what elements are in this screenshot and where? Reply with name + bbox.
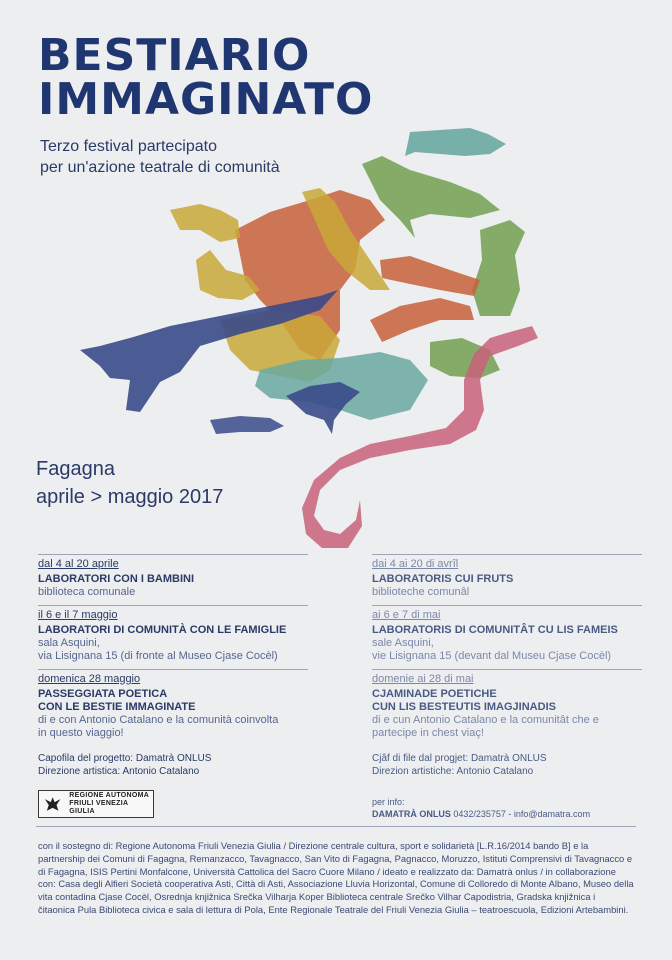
festival-dates: aprile > maggio 2017 xyxy=(36,486,224,508)
event-item xyxy=(372,669,642,740)
eagle-icon xyxy=(42,793,63,815)
event-date: il 6 e il 7 maggio xyxy=(38,609,118,621)
event-date: ai 6 e 7 di mai xyxy=(372,609,441,621)
sponsors-text: con il sostegno di: Regione Autonoma Friuli Venezia Giulia / Direzione centrale cultura, sport e solidarietà [L.R.16/2014 bando B] e la partnership dei Comuni di Fagagna, Remanzacco, Tavagnacco, San Vito di Fagagna, Pagnacco, Moruzzo, Istituti Comprensivi di Tavagnacco e di Fagagna, ISIS Pertini Monfalcone, Università Cattolica del Sacro Cuore Milano / ideato e realizzato da: Damatrà onlus / in collaborazione con: Casa degli Alfieri Società cooperativa Asti, Città di Asti, Associazione Lluvia Horizontal, Comune di Colloredo di Monte Albano, Museo della vita contadina Cjase Cocèl, Osrednja knjižnica Srečka Vilharja Koper Biblioteca centrale Srečko Vilhar Capodistria, Gradska knjižnica i čitaonica Pula Biblioteca civica e sala di lettura di Pola, Ente Regionale Teatrale del Friuli Venezia Giulia – teatroescuola, Edizioni Artebambini. xyxy=(38,840,634,915)
title-line-2: IMMAGINATO xyxy=(38,74,374,125)
title-line-1: BESTIARIO xyxy=(38,30,311,81)
event-location: sale Asquini, vie Lisignana 15 (devant dal Museu Cjase Cocèl) xyxy=(372,637,612,662)
credits-line: Cjâf di file dal progjet: Damatrà ONLUS xyxy=(372,753,547,764)
event-title: LABORATORIS CUI FRUTS xyxy=(372,573,514,585)
event-title: PASSEGGIATA POETICA CON LE BESTIE IMMAGINATE xyxy=(38,688,196,713)
credits-friulian xyxy=(372,752,632,778)
logo-line-1: REGIONE AUTONOMA xyxy=(69,792,150,799)
event-location: di e con Antonio Catalano e la comunità coinvolta in questo viaggio! xyxy=(38,714,279,739)
credits-line: Direzion artistiche: Antonio Catalano xyxy=(372,766,534,777)
event-date: dal 4 al 20 aprile xyxy=(38,558,119,570)
event-item xyxy=(38,554,308,599)
event-item xyxy=(372,605,642,663)
program-italian xyxy=(38,554,308,746)
event-date: domenie ai 28 di mai xyxy=(372,673,474,685)
info-label: per info: xyxy=(372,797,405,807)
event-date: dai 4 ai 20 di avrîl xyxy=(372,558,459,570)
green-rabbit-shape xyxy=(472,220,525,316)
info-contact: 0432/235757 - info@damatra.com xyxy=(453,809,591,819)
region-logo xyxy=(38,790,154,818)
orange-lizard-shape xyxy=(380,256,480,296)
info-organization: DAMATRÀ ONLUS xyxy=(372,809,451,819)
blue-fish-shape xyxy=(210,416,284,434)
event-item xyxy=(38,669,308,740)
event-title: CJAMINADE POETICHE CUN LIS BESTEUTIS IMAGJINADIS xyxy=(372,688,556,713)
divider xyxy=(36,826,636,827)
event-location: biblioteca comunale xyxy=(38,586,136,598)
event-item xyxy=(38,605,308,663)
event-location: biblioteche comunâl xyxy=(372,586,470,598)
credits-line: Direzione artistica: Antonio Catalano xyxy=(38,766,200,777)
event-title: LABORATORI CON I BAMBINI xyxy=(38,573,195,585)
event-title: LABORATORIS DI COMUNITÂT CU LIS FAMEIS xyxy=(372,624,618,636)
credits-italian xyxy=(38,752,298,778)
credits-line: Capofila del progetto: Damatrà ONLUS xyxy=(38,753,212,764)
yellow-creature-shape xyxy=(170,204,240,242)
event-item xyxy=(372,554,642,599)
event-location: di e cun Antonio Catalano e la comunitât che e partecipe in chest viaç! xyxy=(372,714,599,739)
green-bird-shape xyxy=(362,156,500,238)
region-logo-text xyxy=(69,792,153,816)
orange-snake-shape xyxy=(370,298,474,342)
event-title: LABORATORI DI COMUNITÀ CON LE FAMIGLIE xyxy=(38,624,287,636)
town: Fagagna xyxy=(36,458,115,480)
event-location: sala Asquini, via Lisignana 15 (di fronte al Museo Cjase Cocèl) xyxy=(38,637,278,662)
contact-info xyxy=(372,796,590,820)
poster-title xyxy=(38,30,374,125)
logo-line-2: FRIULI VENEZIA GIULIA xyxy=(69,800,129,815)
event-date: domenica 28 maggio xyxy=(38,673,141,685)
place-and-dates xyxy=(36,455,223,511)
program-friulian xyxy=(372,554,642,746)
subtitle-line-2: per un'azione teatrale di comunità xyxy=(40,159,280,176)
teal-fish-shape xyxy=(405,128,506,156)
subtitle-line-1: Terzo festival partecipato xyxy=(40,138,217,155)
